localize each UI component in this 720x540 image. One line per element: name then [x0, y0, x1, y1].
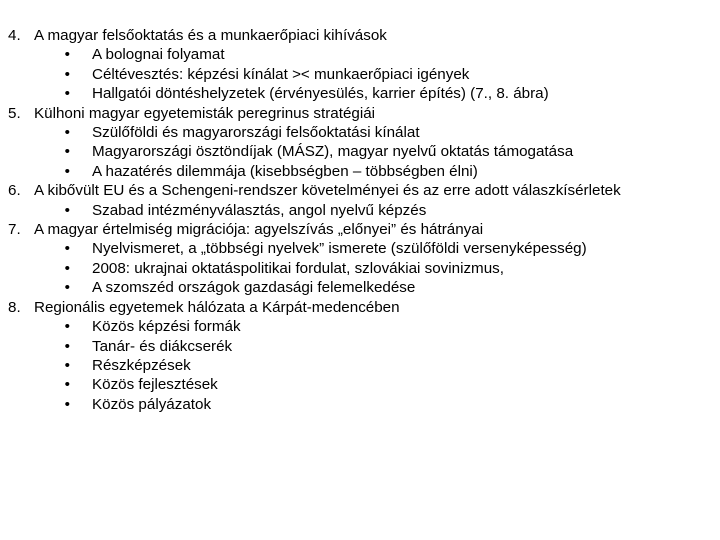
outline-item-6 [8, 181, 714, 220]
item-heading: Külhoni magyar egyetemisták peregrinus stratégiái [34, 104, 376, 122]
sub-item-text: Magyarországi ösztöndíjak (MÁSZ), magyar nyelvű oktatás támogatása [92, 143, 574, 161]
bullet-icon: • [64, 395, 70, 413]
sub-item [8, 395, 714, 414]
sub-item [8, 142, 714, 161]
bullet-icon: • [64, 85, 70, 103]
bullet-icon: • [64, 279, 70, 297]
sub-list [8, 239, 714, 297]
sub-item-text: Nyelvismeret, a „többségi nyelvek” ismerete (szülőföldi versenyképesség) [92, 240, 587, 258]
sub-item-text: A szomszéd országok gazdasági felemelkedése [92, 279, 416, 297]
bullet-icon: • [64, 376, 70, 394]
sub-item [8, 45, 714, 64]
item-number: 5. [8, 104, 21, 122]
sub-item-text: Tanár- és diákcserék [92, 337, 233, 355]
bullet-icon: • [64, 162, 70, 180]
sub-item [8, 375, 714, 394]
bullet-icon: • [64, 124, 70, 142]
sub-item [8, 259, 714, 278]
bullet-icon: • [64, 201, 70, 219]
sub-item-text: Részképzések [92, 356, 191, 374]
sub-item [8, 123, 714, 142]
sub-item-text: Közös fejlesztések [92, 376, 218, 394]
bullet-icon: • [64, 240, 70, 258]
bullet-icon: • [64, 143, 70, 161]
sub-item-text: 2008: ukrajnai oktatáspolitikai fordulat, szlovákiai sovinizmus, [92, 259, 504, 277]
sub-item [8, 201, 714, 220]
item-number: 6. [8, 182, 21, 200]
item-number: 8. [8, 298, 21, 316]
sub-item [8, 317, 714, 336]
sub-item [8, 84, 714, 103]
item-heading: A magyar felsőoktatás és a munkaerőpiaci kihívások [34, 27, 387, 44]
sub-item [8, 278, 714, 297]
sub-list [8, 201, 714, 220]
sub-item [8, 356, 714, 375]
sub-item-text: Szülőföldi és magyarországi felsőoktatási kínálat [92, 124, 420, 142]
sub-item-text: Hallgatói döntéshelyzetek (érvényesülés, karrier építés) (7., 8. ábra) [92, 85, 549, 103]
outline-list [8, 26, 714, 414]
sub-item [8, 337, 714, 356]
sub-item-text: Közös pályázatok [92, 395, 212, 413]
bullet-icon: • [64, 318, 70, 336]
sub-item-text: A bolognai folyamat [92, 46, 225, 64]
sub-item-text: A hazatérés dilemmája (kisebbségben – többségben élni) [92, 162, 478, 180]
outline-item-7 [8, 220, 714, 298]
outline-item-5 [8, 104, 714, 182]
sub-list [8, 123, 714, 181]
sub-list [8, 45, 714, 103]
sub-item [8, 65, 714, 84]
sub-item-text: Közös képzési formák [92, 318, 241, 336]
item-heading: A kibővült EU és a Schengeni-rendszer követelményei és az erre adott válaszkísérletek [34, 182, 621, 200]
bullet-icon: • [64, 259, 70, 277]
outline-item-4 [8, 26, 714, 104]
sub-list [8, 317, 714, 414]
item-heading: Regionális egyetemek hálózata a Kárpát-medencében [34, 298, 400, 316]
sub-item [8, 239, 714, 258]
item-number: 7. [8, 221, 21, 239]
sub-item [8, 162, 714, 181]
bullet-icon: • [64, 337, 70, 355]
sub-item-text: Céltévesztés: képzési kínálat >< munkaerőpiaci igények [92, 65, 470, 83]
item-number: 4. [8, 27, 21, 44]
sub-item-text: Szabad intézményválasztás, angol nyelvű képzés [92, 201, 427, 219]
bullet-icon: • [64, 356, 70, 374]
outline-item-8 [8, 298, 714, 414]
bullet-icon: • [64, 46, 70, 64]
bullet-icon: • [64, 65, 70, 83]
item-heading: A magyar értelmiség migrációja: agyelszívás „előnyei” és hátrányai [34, 221, 484, 239]
